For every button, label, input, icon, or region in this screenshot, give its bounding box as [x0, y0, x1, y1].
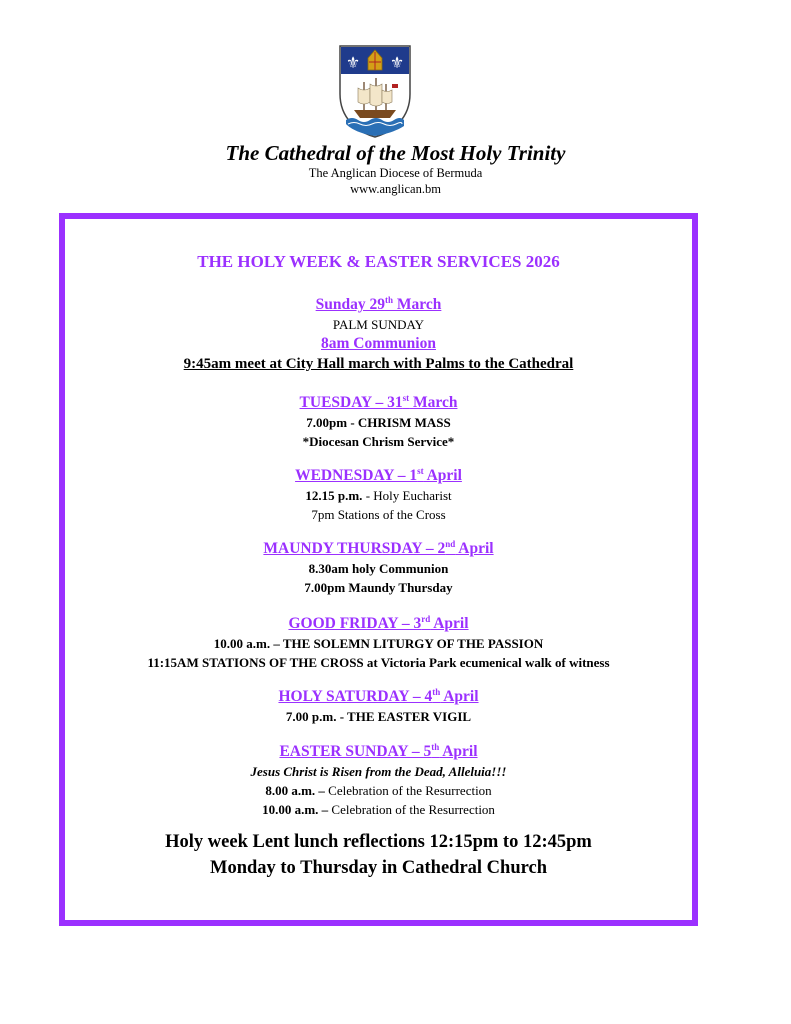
reflections-location: Monday to Thursday in Cathedral Church	[209, 858, 547, 878]
holy-communion: 8.30am holy Communion	[308, 561, 449, 576]
palm-sunday-communion: 8am Communion	[321, 335, 436, 352]
chrism-mass: 7.00pm - CHRISM MASS	[306, 415, 451, 430]
maundy-thursday-service: 7.00pm Maundy Thursday	[304, 580, 453, 595]
palm-sunday-name: PALM SUNDAY	[332, 317, 425, 332]
easter-sunday-date: EASTER SUNDAY – 5th April	[279, 741, 478, 760]
cathedral-title: The Cathedral of the Most Holy Trinity	[225, 141, 566, 165]
easter-sunday-section	[65, 742, 692, 819]
maundy-thursday-section	[65, 539, 692, 597]
easter-vigil: 7.00 p.m. - THE EASTER VIGIL	[285, 709, 472, 724]
maundy-thursday-date: MAUNDY THURSDAY – 2nd April	[263, 538, 494, 557]
palm-sunday-march: 9:45am meet at City Hall march with Palms to the Cathedral	[183, 356, 574, 372]
solemn-liturgy: 10.00 a.m. – THE SOLEMN LITURGY OF THE PASSION	[213, 636, 544, 651]
services-frame	[59, 213, 698, 926]
diocesan-chrism-service: *Diocesan Chrism Service*	[302, 434, 455, 449]
good-friday-section	[65, 614, 692, 672]
holy-eucharist: 12.15 p.m. - Holy Eucharist	[305, 488, 452, 503]
palm-sunday-section	[65, 295, 692, 374]
cathedral-crest-logo	[338, 44, 412, 138]
svg-text:⚜: ⚜	[389, 53, 405, 72]
tuesday-date: TUESDAY – 31st March	[299, 392, 458, 411]
reflections-time: Holy week Lent lunch reflections 12:15pm to 12:45pm	[165, 832, 592, 852]
website-link[interactable]: www.anglican.bm	[350, 182, 441, 196]
palm-sunday-date: Sunday 29th March	[315, 294, 442, 313]
stations-walk-of-witness: 11:15AM STATIONS OF THE CROSS at Victoria Park ecumenical walk of witness	[147, 655, 610, 670]
easter-10am-service: 10.00 a.m. – Celebration of the Resurrection	[262, 802, 495, 817]
diocese-name: The Anglican Diocese of Bermuda	[308, 166, 483, 180]
easter-proclamation: Jesus Christ is Risen from the Dead, Alleluia!!!	[250, 764, 507, 779]
services-heading: THE HOLY WEEK & EASTER SERVICES 2026	[197, 252, 560, 271]
good-friday-date: GOOD FRIDAY – 3rd April	[288, 613, 469, 632]
easter-8am-service: 8.00 a.m. – Celebration of the Resurrection	[265, 783, 492, 798]
holy-saturday-date: HOLY SATURDAY – 4th April	[278, 686, 479, 705]
lent-lunch-reflections	[65, 829, 692, 881]
wednesday-section	[65, 466, 692, 524]
stations-of-cross: 7pm Stations of the Cross	[311, 507, 446, 522]
tuesday-section	[65, 393, 692, 451]
svg-text:⚜: ⚜	[345, 53, 361, 72]
holy-saturday-section	[65, 687, 692, 726]
wednesday-date: WEDNESDAY – 1st April	[295, 465, 462, 484]
